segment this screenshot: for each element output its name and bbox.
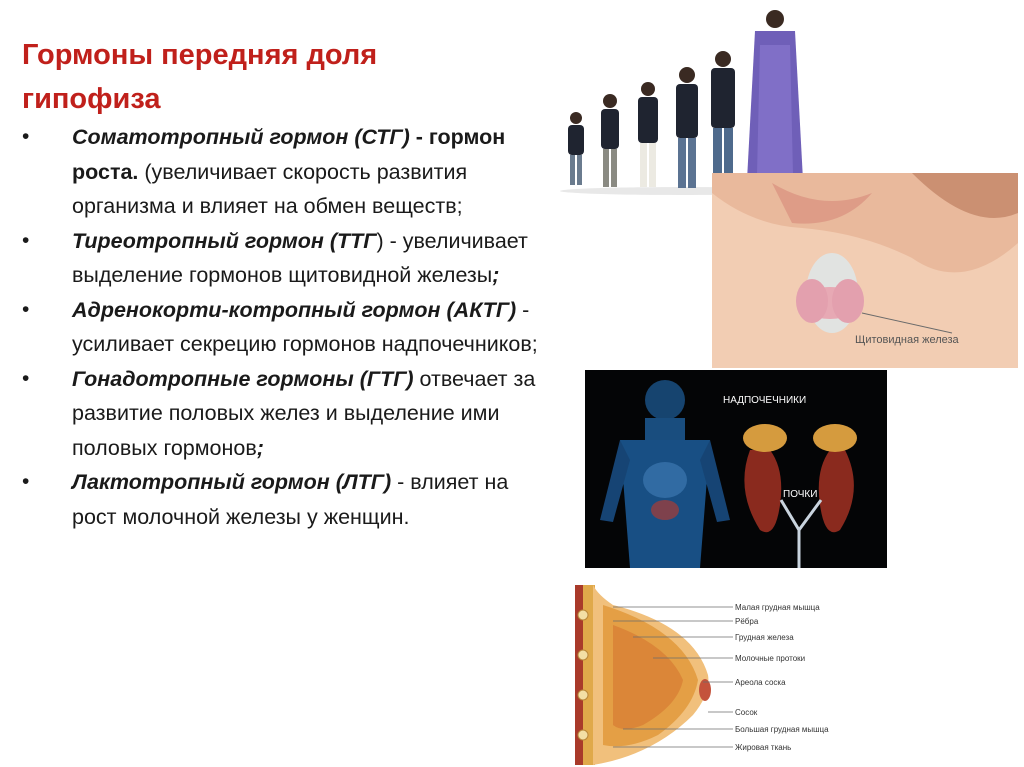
tail-gtg: ; xyxy=(256,435,264,460)
term-ttg: Тиреотропный гормон (ТТГ xyxy=(72,228,377,253)
adrenal-image xyxy=(585,370,887,568)
list-item-ltg xyxy=(22,465,542,534)
list-item-stg xyxy=(22,120,542,224)
desc-ttg: - увеличивает выделение гормонов щитовидной железы xyxy=(72,228,528,287)
breast-label-6: Сосок xyxy=(735,708,758,717)
desc-stg: (увеличивает скорость развития организма и влияет на обмен веществ; xyxy=(72,159,468,218)
growth-illustration xyxy=(555,5,815,195)
slide-title: Гормоны передняя доля гипофиза xyxy=(22,39,378,115)
breast-label-8: Жировая ткань xyxy=(735,743,792,752)
adrenal-label-bottom: ПОЧКИ xyxy=(783,489,818,500)
term-gtg: Гонадотропные гормоны (ГТГ) xyxy=(72,366,414,391)
breast-label-2: Рёбра xyxy=(735,617,759,626)
strong-stg: гормон роста. xyxy=(72,125,506,184)
bullet: • xyxy=(22,297,30,321)
person-figure-6 xyxy=(747,10,803,187)
growth-image xyxy=(555,5,815,195)
breast-label-1: Малая грудная мышца xyxy=(735,603,820,612)
breast-label-3: Грудная железа xyxy=(735,633,794,642)
term-close-ttg: ) xyxy=(376,228,384,253)
breast-image xyxy=(573,585,869,765)
desc-ltg: - влияет на рост молочной железы у женщин. xyxy=(72,470,509,529)
dash: - xyxy=(409,125,423,149)
breast-label-5: Ареола соска xyxy=(735,678,786,687)
list-item-aktg xyxy=(22,293,542,362)
list-item-ttg xyxy=(22,224,542,293)
term-stg: Соматотропный гормон (СТГ) xyxy=(72,125,410,149)
hormone-list xyxy=(22,120,542,534)
bullet: • xyxy=(22,125,30,148)
bullet: • xyxy=(22,228,30,252)
tail-ttg: ; xyxy=(492,263,500,287)
term-ltg: Лактотропный гормон (ЛТГ) xyxy=(72,470,392,494)
desc-aktg: - усиливает секрецию гормонов надпочечников; xyxy=(72,297,538,356)
bullet: • xyxy=(22,366,30,390)
thyroid-caption: Щитовидная железа xyxy=(855,334,959,346)
thyroid-image xyxy=(712,173,1018,368)
bullet: • xyxy=(22,470,30,493)
list-item-gtg xyxy=(22,362,542,466)
breast-label-4: Молочные протоки xyxy=(735,654,806,663)
term-aktg: Адренокорти-котропный гормон (АКТГ) xyxy=(72,297,517,322)
breast-label-7: Большая грудная мышца xyxy=(735,725,829,734)
adrenal-label-top: НАДПОЧЕЧНИКИ xyxy=(723,395,807,406)
desc-gtg: отвечает за развитие половых желез и выделение ими половых гормонов xyxy=(72,366,536,460)
